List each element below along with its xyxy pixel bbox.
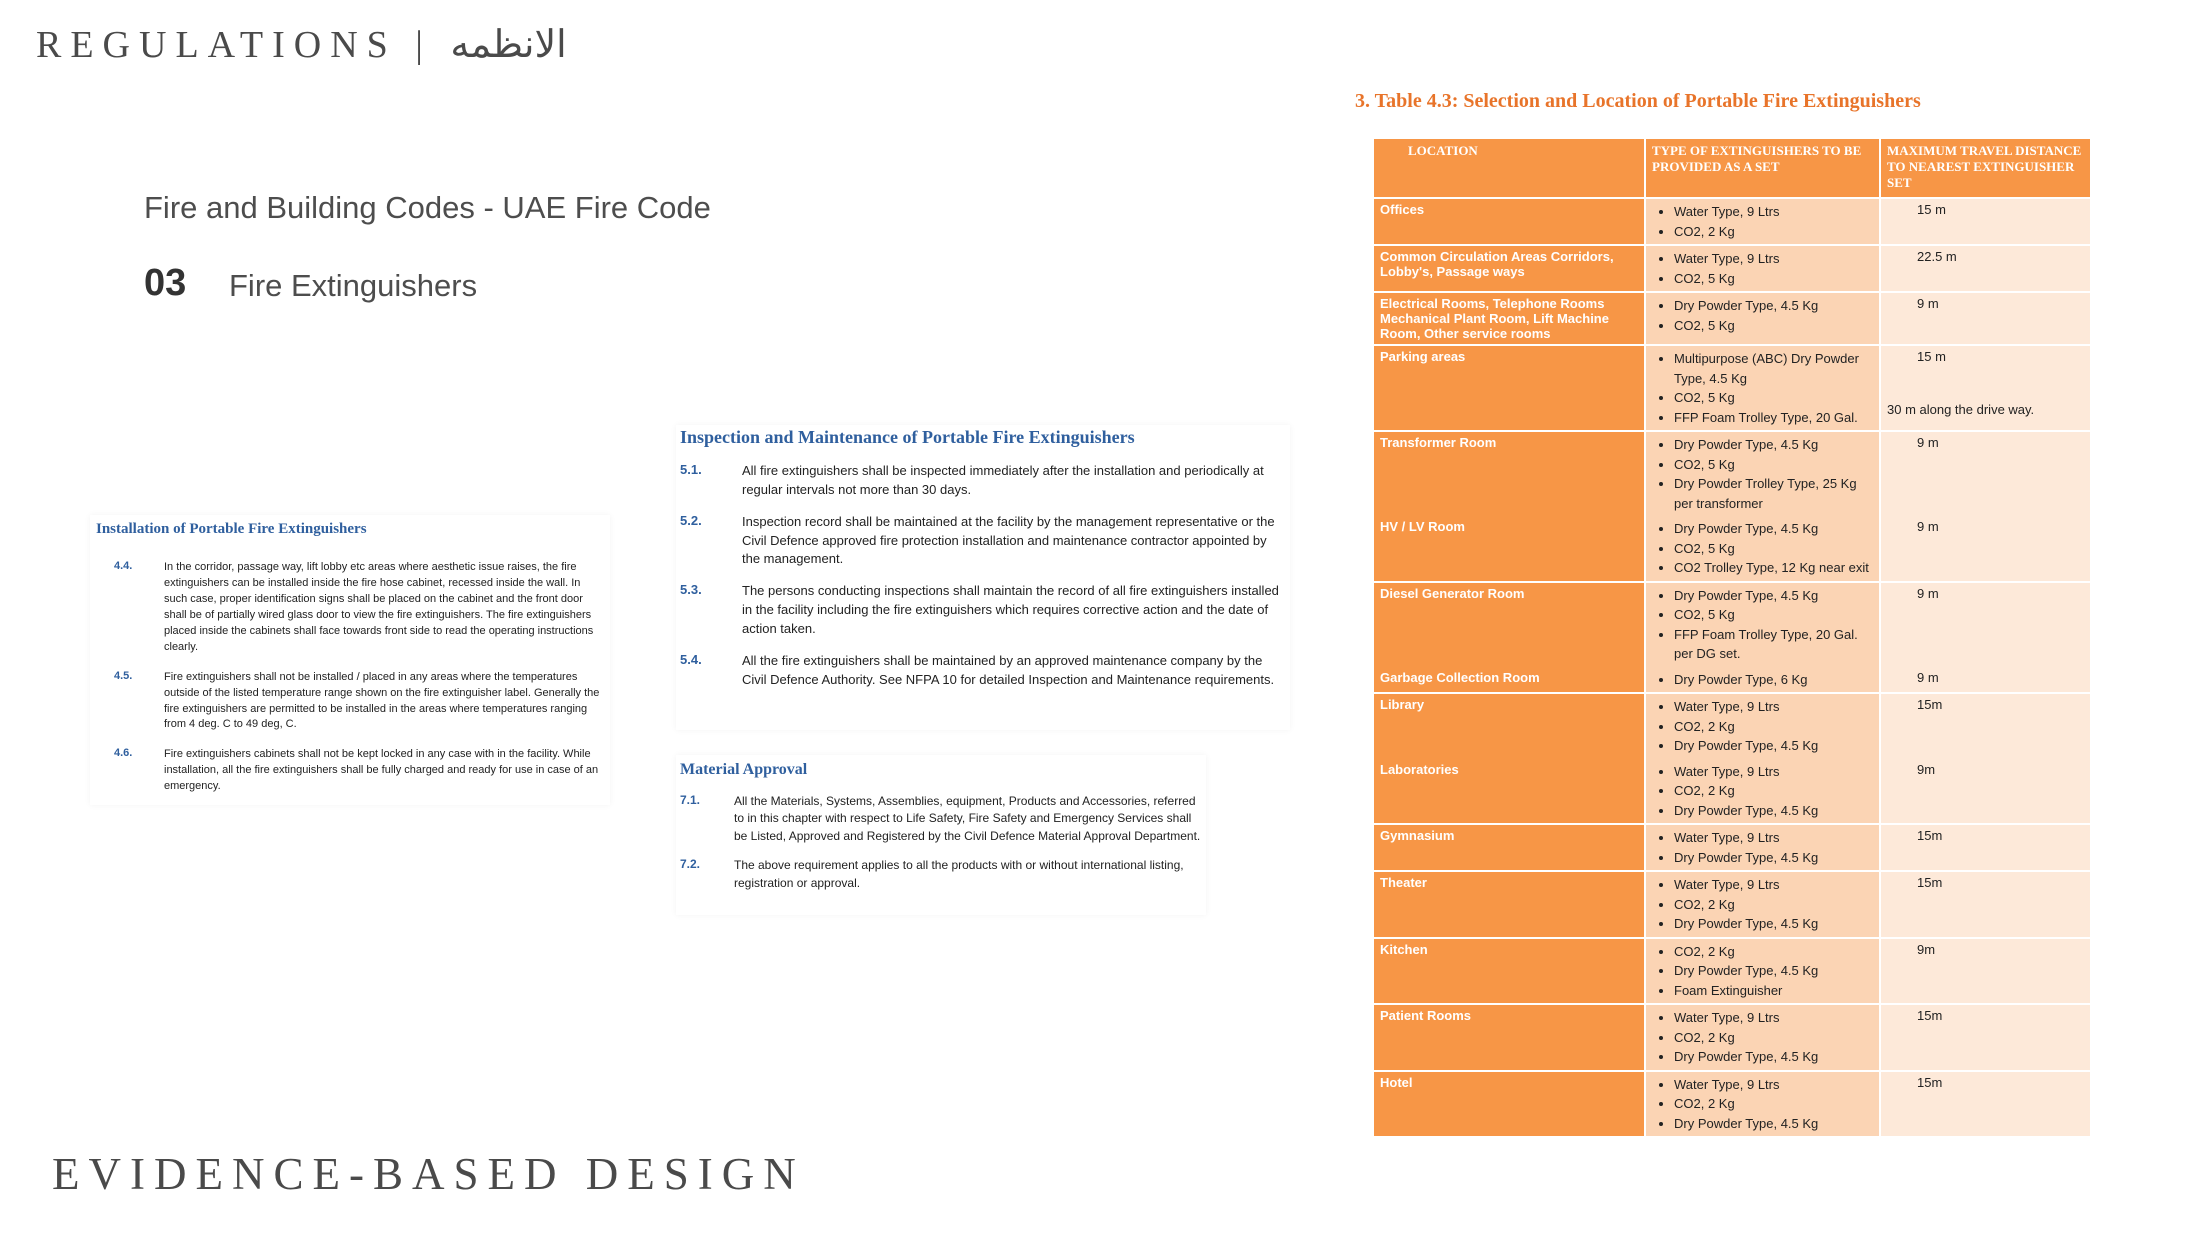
travel-distance-value: 15 m [1917, 202, 1946, 217]
travel-distance-value: 15m [1917, 1008, 1943, 1023]
extinguisher-type-list [1652, 349, 1873, 427]
page-subtitle: Fire and Building Codes - UAE Fire Code [144, 190, 711, 225]
extinguisher-type-item: • Dry Powder Type, 6 Kg [1674, 670, 1873, 690]
clause [114, 747, 610, 795]
table-row [1373, 938, 2091, 1005]
extinguisher-type-item: • Water Type, 9 Ltrs [1674, 1008, 1873, 1028]
table-row [1373, 582, 2091, 667]
extinguisher-type-item: • Dry Powder Type, 4.5 Kg [1674, 1047, 1873, 1067]
travel-distance-cell [1880, 667, 2091, 694]
section-number: 03 [144, 262, 187, 304]
extinguisher-type-item: • CO2, 5 Kg [1674, 388, 1873, 408]
clause-text: All the Materials, Systems, Assemblies, equipment, Products and Accessories, referred to in this chapter with respect to Life Safety, Fire Safety and Emergency Services shall be Listed, Approved and Registered by the Civil Defence Material Approval Department. [734, 794, 1201, 843]
clause [680, 857, 1206, 892]
table-row [1373, 431, 2091, 516]
table-row [1373, 824, 2091, 871]
travel-distance-cell [1880, 431, 2091, 516]
extinguisher-type-item: • CO2, 2 Kg [1674, 781, 1873, 801]
table-row [1373, 345, 2091, 431]
extinguisher-type-item: • Water Type, 9 Ltrs [1674, 875, 1873, 895]
section-name: Fire Extinguishers [229, 268, 478, 303]
travel-distance-value: 22.5 m [1917, 249, 1957, 264]
travel-distance-value: 9 m [1917, 435, 1939, 450]
location-cell: HV / LV Room [1373, 516, 1645, 582]
location-cell: Common Circulation Areas Corridors, Lobby's, Passage ways [1373, 245, 1645, 292]
travel-distance-value: 15m [1917, 875, 1943, 890]
header-title: REGULATIONS | الانظمه [36, 24, 567, 66]
clause-text: Fire extinguishers shall not be installed / placed in any areas where the temperatures outside of the listed temperature range shown on the fire extinguisher label. Generally the fire extinguishers are permitted to be installed in the areas where temperatures ranging from 4 deg. C to 49 deg, C. [164, 670, 600, 731]
extinguisher-type-cell [1645, 198, 1880, 245]
extinguisher-type-item: • Foam Extinguisher [1674, 981, 1873, 1001]
extinguisher-type-item: • CO2, 5 Kg [1674, 455, 1873, 475]
extinguisher-type-cell [1645, 1004, 1880, 1071]
clause-number: 5.1. [680, 462, 702, 477]
travel-distance-value: 9m [1917, 761, 1936, 777]
table-row [1373, 1071, 2091, 1137]
extinguisher-type-item: • CO2 Trolley Type, 12 Kg near exit [1674, 558, 1873, 578]
extinguisher-type-item: • Dry Powder Type, 4.5 Kg [1674, 848, 1873, 868]
location-cell: Offices [1373, 198, 1645, 245]
table-header-row [1373, 138, 2091, 198]
extinguisher-type-item: • Dry Powder Type, 4.5 Kg [1674, 961, 1873, 981]
location-cell: Parking areas [1373, 345, 1645, 431]
travel-distance-value: 9 m [1917, 519, 1939, 534]
travel-distance-cell [1880, 871, 2091, 938]
extinguisher-type-item: • CO2, 2 Kg [1674, 942, 1873, 962]
clause-text: Fire extinguishers cabinets shall not be kept locked in any case with in the facility. While installation, all the fire extinguishers shall be fully charged and ready for use in case of an emergency. [164, 748, 599, 793]
extinguisher-type-item: • CO2, 2 Kg [1674, 222, 1873, 242]
clause [114, 560, 610, 656]
travel-distance-cell [1880, 245, 2091, 292]
extinguisher-type-list [1652, 670, 1873, 690]
location-cell: Gymnasium [1373, 824, 1645, 871]
extinguisher-type-cell [1645, 345, 1880, 431]
travel-distance-cell [1880, 292, 2091, 345]
travel-distance-cell [1880, 345, 2091, 431]
extinguisher-type-item: • CO2, 5 Kg [1674, 269, 1873, 289]
extinguisher-type-item: • CO2, 2 Kg [1674, 1094, 1873, 1114]
clause-number: 4.5. [114, 669, 133, 682]
extinguisher-type-item: • FFP Foam Trolley Type, 20 Gal. per DG set. [1674, 625, 1873, 664]
extinguisher-type-list [1652, 202, 1873, 241]
extinguisher-type-item: • Dry Powder Type, 4.5 Kg [1674, 586, 1873, 606]
clause-number: 7.2. [680, 857, 701, 872]
location-cell: Patient Rooms [1373, 1004, 1645, 1071]
travel-distance-cell [1880, 693, 2091, 759]
clause-number: 5.2. [680, 512, 702, 528]
travel-distance-value: 15 m [1917, 349, 1946, 364]
extinguisher-type-item: • Dry Powder Type, 4.5 Kg [1674, 435, 1873, 455]
travel-distance-cell [1880, 582, 2091, 667]
clause-number: 7.1. [680, 793, 701, 807]
table-body [1373, 198, 2091, 1136]
table-title: 3. Table 4.3: Selection and Location of Portable Fire Extinguishers [1355, 90, 1921, 112]
travel-distance-value: 15m [1917, 828, 1943, 843]
extinguisher-type-item: • Water Type, 9 Ltrs [1674, 828, 1873, 848]
inspection-excerpt [676, 425, 1290, 730]
material-approval-excerpt [676, 755, 1206, 915]
extinguisher-type-list [1652, 296, 1873, 335]
travel-distance-cell [1880, 516, 2091, 582]
extinguisher-type-cell [1645, 292, 1880, 345]
extinguisher-type-list [1652, 762, 1873, 821]
location-cell: Theater [1373, 871, 1645, 938]
extinguisher-type-item: • Water Type, 9 Ltrs [1674, 762, 1873, 782]
column-header-type: TYPE OF EXTINGUISHERS TO BE PROVIDED AS A SET [1645, 138, 1880, 198]
inspection-heading: Inspection and Maintenance of Portable Fire Extinguishers [680, 427, 1135, 447]
table-row [1373, 516, 2091, 582]
travel-distance-value: 9 m [1917, 585, 1939, 601]
location-cell: Diesel Generator Room [1373, 582, 1645, 667]
location-cell: Garbage Collection Room [1373, 667, 1645, 694]
table-row [1373, 292, 2091, 345]
extinguisher-type-list [1652, 1075, 1873, 1134]
extinguisher-type-item: • Water Type, 9 Ltrs [1674, 697, 1873, 717]
table-row [1373, 667, 2091, 694]
location-cell: Library [1373, 693, 1645, 759]
travel-distance-cell [1880, 1004, 2091, 1071]
column-header-distance: MAXIMUM TRAVEL DISTANCE TO NEAREST EXTINGUISHER SET [1880, 138, 2091, 198]
travel-distance-value: 15m [1917, 1074, 1943, 1090]
travel-distance-value: 15m [1917, 697, 1943, 712]
clause-number: 4.6. [114, 747, 133, 760]
travel-distance-value: 9 m [1917, 296, 1939, 311]
extinguisher-type-list [1652, 942, 1873, 1001]
extinguisher-type-item: • Water Type, 9 Ltrs [1674, 249, 1873, 269]
clause-number: 4.4. [114, 560, 133, 572]
extinguisher-type-list [1652, 1008, 1873, 1067]
extinguisher-type-item: • Dry Powder Type, 4.5 Kg [1674, 736, 1873, 756]
installation-heading: Installation of Portable Fire Extinguishers [96, 521, 367, 537]
travel-distance-cell [1880, 938, 2091, 1005]
travel-distance-value: 9 m [1917, 669, 1939, 685]
clause [680, 793, 1206, 845]
extinguisher-type-item: • Water Type, 9 Ltrs [1674, 1075, 1873, 1095]
clause-text: The persons conducting inspections shall maintain the record of all fire extinguishers installed in the facility including the fire extinguishers which requires corrective action and the date of action taken. [742, 583, 1279, 636]
clause-text: All the fire extinguishers shall be maintained by an approved maintenance company by the Civil Defence Authority. See NFPA 10 for detailed Inspection and Maintenance requirements. [742, 652, 1275, 687]
extinguisher-type-cell [1645, 759, 1880, 825]
extinguisher-type-cell [1645, 431, 1880, 516]
extinguisher-type-cell [1645, 516, 1880, 582]
extinguisher-type-list [1652, 697, 1873, 756]
location-cell: Laboratories [1373, 759, 1645, 825]
extinguisher-type-item: • CO2, 5 Kg [1674, 539, 1873, 559]
clause-text: All fire extinguishers shall be inspected immediately after the installation and periodically at regular intervals not more than 30 days. [742, 463, 1264, 497]
extinguisher-type-item: • Multipurpose (ABC) Dry Powder Type, 4.5 Kg [1674, 349, 1873, 388]
extinguisher-type-item: • Dry Powder Type, 4.5 Kg [1674, 296, 1873, 316]
travel-distance-value: 9m [1917, 941, 1936, 957]
extinguisher-type-item: • Dry Powder Type, 4.5 Kg [1674, 801, 1873, 821]
clause [680, 582, 1290, 639]
location-cell: Transformer Room [1373, 431, 1645, 516]
location-cell: Kitchen [1373, 938, 1645, 1005]
clause-number: 5.3. [680, 582, 702, 598]
clause [680, 513, 1290, 570]
travel-distance-note: 30 m along the drive way. [1887, 402, 2035, 417]
extinguisher-type-item: • Dry Powder Type, 4.5 Kg [1674, 1114, 1873, 1134]
clause-text: The above requirement applies to all the products with or without international listing, registration or approval. [734, 858, 1184, 890]
location-cell: Electrical Rooms, Telephone Rooms Mechanical Plant Room, Lift Machine Room, Other service rooms [1373, 292, 1645, 345]
extinguisher-type-item: • Dry Powder Type, 4.5 Kg [1674, 519, 1873, 539]
clause [114, 670, 610, 734]
extinguisher-type-item: • Water Type, 9 Ltrs [1674, 202, 1873, 222]
travel-distance-cell [1880, 824, 2091, 871]
extinguisher-type-item: • CO2, 2 Kg [1674, 1028, 1873, 1048]
extinguisher-type-item: • CO2, 5 Kg [1674, 316, 1873, 336]
table-row [1373, 1004, 2091, 1071]
table-row [1373, 245, 2091, 292]
table-row [1373, 759, 2091, 825]
clause [680, 462, 1290, 500]
extinguisher-type-cell [1645, 582, 1880, 667]
clause-text: In the corridor, passage way, lift lobby etc areas where aesthetic issue raises, the fire extinguishers can be installed inside the fire hose cabinet, recessed inside the wall. In such case, proper identification signs shall be placed on the cabinet and the front door shall be of partially wired glass door to view the fire extinguishers. The fire extinguishers placed inside the cabinets shall face towards front side to read the operating instructions clearly. [164, 561, 594, 653]
travel-distance-cell [1880, 759, 2091, 825]
extinguisher-type-item: • CO2, 2 Kg [1674, 717, 1873, 737]
travel-distance-cell [1880, 1071, 2091, 1137]
table-row [1373, 871, 2091, 938]
clause-text: Inspection record shall be maintained at the facility by the management representative or the Civil Defence approved fire protection installation and maintenance contractor appointed by the management. [742, 513, 1275, 567]
extinguisher-type-item: • FFP Foam Trolley Type, 20 Gal. [1674, 408, 1873, 428]
extinguisher-type-cell [1645, 938, 1880, 1005]
location-cell: Hotel [1373, 1071, 1645, 1137]
extinguisher-type-cell [1645, 871, 1880, 938]
extinguisher-type-list [1652, 249, 1873, 288]
footer-title: EVIDENCE-BASED DESIGN [52, 1149, 805, 1199]
column-header-location: LOCATION [1373, 138, 1645, 198]
extinguisher-type-list [1652, 586, 1873, 664]
material-heading: Material Approval [680, 761, 808, 778]
extinguisher-type-item: • Dry Powder Trolley Type, 25 Kg per transformer [1674, 474, 1873, 513]
extinguisher-type-cell [1645, 667, 1880, 694]
table-row [1373, 693, 2091, 759]
extinguisher-type-cell [1645, 693, 1880, 759]
extinguisher-type-list [1652, 435, 1873, 513]
extinguisher-type-cell [1645, 824, 1880, 871]
clause [680, 652, 1290, 690]
extinguisher-type-list [1652, 875, 1873, 934]
extinguisher-type-cell [1645, 1071, 1880, 1137]
extinguisher-type-cell [1645, 245, 1880, 292]
extinguisher-type-item: • CO2, 5 Kg [1674, 605, 1873, 625]
travel-distance-cell [1880, 198, 2091, 245]
extinguisher-table [1372, 137, 2092, 1136]
extinguisher-type-list [1652, 828, 1873, 867]
clause-number: 5.4. [680, 651, 702, 667]
extinguisher-type-item: • CO2, 2 Kg [1674, 895, 1873, 915]
extinguisher-type-list [1652, 519, 1873, 578]
extinguisher-type-item: • Dry Powder Type, 4.5 Kg [1674, 914, 1873, 934]
installation-excerpt [90, 515, 610, 805]
table-row [1373, 198, 2091, 245]
